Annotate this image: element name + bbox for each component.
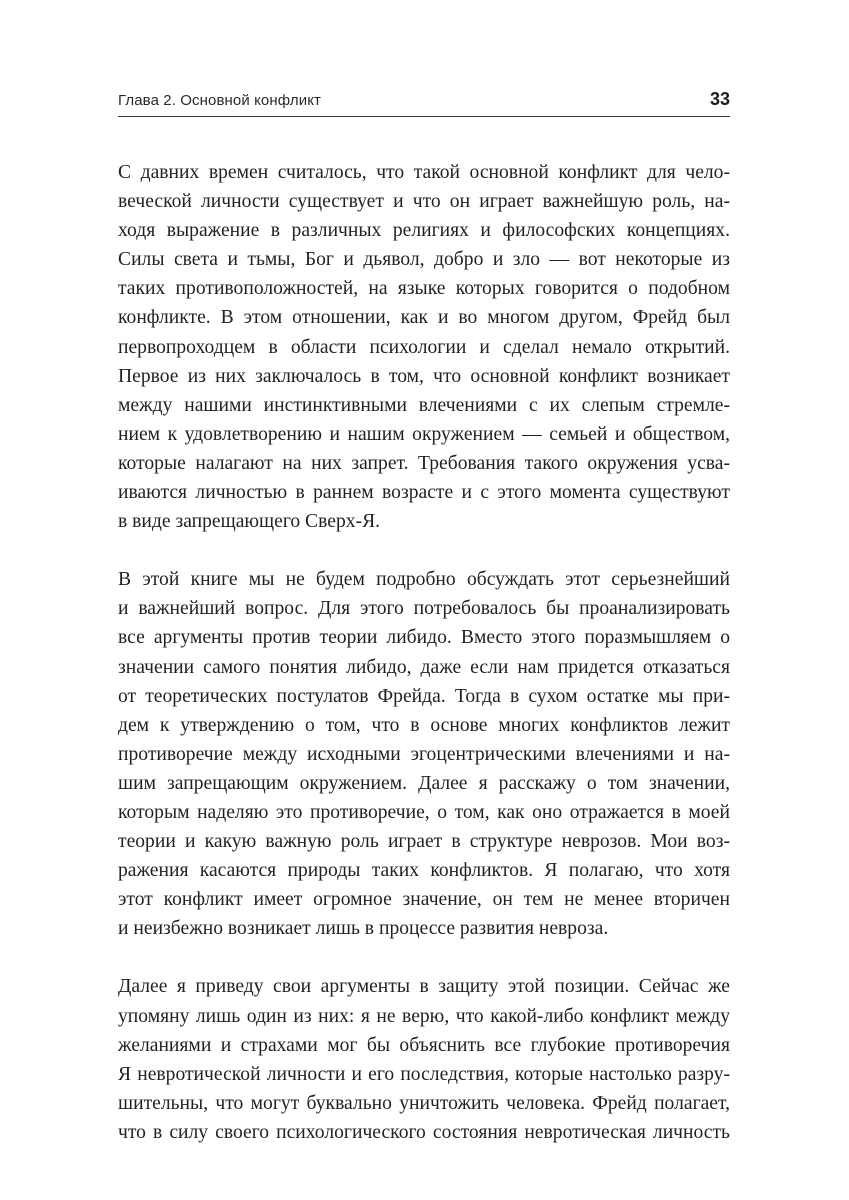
text-line: конфликте. В этом отношении, как и во многом другом, Фрейд был [118,307,730,329]
running-header [118,86,730,117]
text-line: что в силу своего психологического состояния невротическая личность [118,1121,730,1143]
text-line: и неизбежно возникает лишь в процессе развития невроза. [118,918,609,940]
text-line: ходя выражение в различных религиях и философских концепциях. [118,220,730,242]
text-line: которым наделяю это противоречие, о том, как оно отражается в моей [118,801,730,823]
text-line: желаниями и страхами мог бы объяснить все глубокие противоречия [118,1034,730,1056]
text-line: которые налагают на них запрет. Требования такого окружения усва- [118,452,730,474]
text-line: значении самого понятия либидо, даже если нам придется отказаться [118,656,730,678]
text-line: шительны, что могут буквально уничтожить человека. Фрейд полагает, [118,1092,730,1114]
page-number: 33 [709,89,730,109]
text-line: первопроходцем в области психологии и сделал немало открытий. [118,336,730,358]
text-line: Силы света и тьмы, Бог и дьявол, добро и зло — вот некоторые из [118,249,730,271]
text-line: Далее я приведу свои аргументы в защиту этой позиции. Сейчас же [118,976,730,998]
text-line: нием к удовлетворению и нашим окружением — семьей и обществом, [118,423,730,445]
text-line: теории и какую важную роль играет в структуре неврозов. Мои воз- [118,831,730,853]
text-line: шим запрещающим окружением. Далее я расскажу о том значении, [118,772,730,794]
text-line: С давних времен считалось, что такой основной конфликт для чело- [118,162,730,183]
text-line: ражения касаются природы таких конфликтов. Я полагаю, что хотя [118,860,730,882]
text-line: все аргументы против теории либидо. Вместо этого поразмышляем о [118,627,730,649]
text-line: между нашими инстинктивными влечениями с их слепым стремле- [118,394,730,416]
text-line: веческой личности существует и что он играет важнейшую роль, на- [118,191,730,213]
paragraph-2 [118,565,730,943]
text-line: в виде запрещающего Сверх-Я. [118,511,381,533]
text-line: дем к утверждению о том, что в основе многих конфликтов лежит [118,714,730,736]
text-line: этот конфликт имеет огромное значение, он тем не менее вторичен [118,889,730,911]
text-line: Я невротической личности и его последствия, которые настолько разру- [118,1063,730,1085]
text-line: и важнейший вопрос. Для этого потребовалось бы проанализировать [118,598,730,620]
text-line: Первое из них заключалось в том, что основной конфликт возникает [118,365,730,387]
text-line: от теоретических постулатов Фрейда. Тогда в сухом остатке мы при- [118,685,730,707]
text-line: упомяну лишь один из них: я не верю, что какой-либо конфликт между [118,1005,730,1027]
text-line: таких противоположностей, на языке которых говорится о подобном [118,278,730,300]
chapter-title: Глава 2. Основной конфликт [118,92,321,109]
paragraph-1 [118,158,730,536]
text-line: противоречие между исходными эгоцентрическими влечениями и на- [118,743,730,765]
text-line: иваются личностью в раннем возрасте и с этого момента существуют [118,482,730,504]
body-text [118,158,730,1176]
paragraph-3 [118,972,730,1147]
text-line: В этой книге мы не будем подробно обсуждать этот серьезнейший [118,569,730,591]
